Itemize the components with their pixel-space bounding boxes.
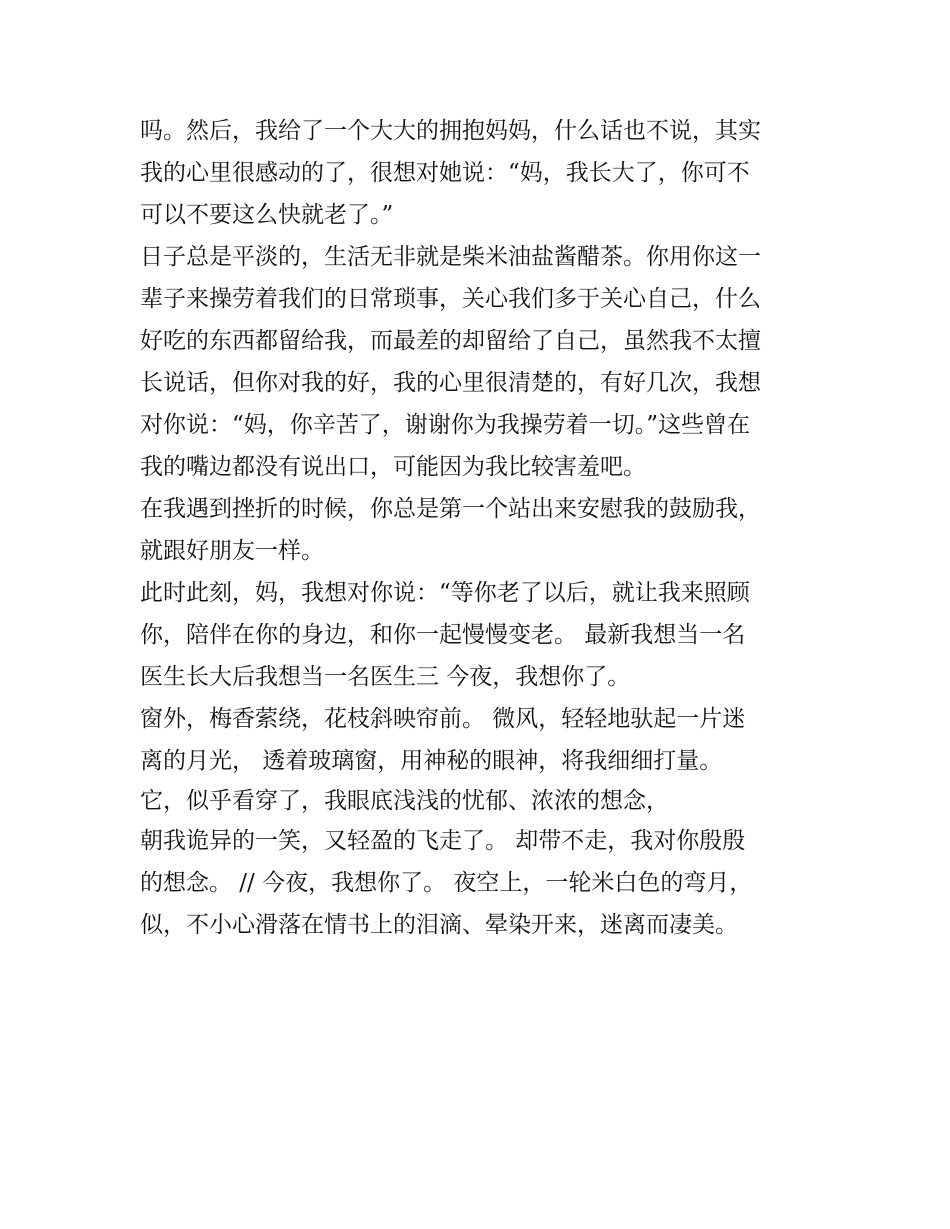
text-line: 你，陪伴在你的身边，和你一起慢慢变老。 最新我想当一名 bbox=[140, 622, 746, 648]
text-line: 长说话，但你对我的好，我的心里很清楚的，有好几次，我想 bbox=[140, 370, 761, 396]
text-line: 我的心里很感动的了，很想对她说：“妈，我长大了，你可不 bbox=[140, 160, 750, 186]
text-line: 似，不小心滑落在情书上的泪滴、晕染开来，迷离而凄美。 bbox=[140, 912, 738, 938]
document-body bbox=[140, 110, 820, 946]
text-line: 窗外，梅香萦绕，花枝斜映帘前。 微风，轻轻地驮起一片迷 bbox=[140, 706, 746, 732]
text-line: 它，似乎看穿了，我眼底浅浅的忧郁、浓浓的想念， bbox=[140, 788, 669, 814]
text-line: 的想念。 // 今夜，我想你了。 夜空上，一轮米白色的弯月， bbox=[140, 870, 753, 896]
text-line: 对你说：“妈，你辛苦了，谢谢你为我操劳着一切。”这些曾在 bbox=[140, 412, 751, 438]
text-line: 好吃的东西都留给我，而最差的却留给了自己，虽然我不太擅 bbox=[140, 328, 761, 354]
text-line: 辈子来操劳着我们的日常琐事，关心我们多于关心自己，什么 bbox=[140, 286, 761, 312]
text-line: 日子总是平淡的，生活无非就是柴米油盐酱醋茶。你用你这一 bbox=[140, 244, 761, 270]
text-line: 吗。然后，我给了一个大大的拥抱妈妈，什么话也不说，其实 bbox=[140, 118, 761, 144]
text-line: 此时此刻，妈，我想对你说：“等你老了以后，就让我来照顾 bbox=[140, 580, 750, 606]
text-line: 离的月光， 透着玻璃窗，用神秘的眼神，将我细细打量。 bbox=[140, 748, 723, 774]
text-line: 朝我诡异的一笑，又轻盈的飞走了。 却带不走，我对你殷殷 bbox=[140, 828, 746, 854]
text-line: 可以不要这么快就老了。” bbox=[140, 202, 394, 228]
text-line: 我的嘴边都没有说出口，可能因为我比较害羞吧。 bbox=[140, 454, 646, 480]
text-line: 就跟好朋友一样。 bbox=[140, 538, 324, 564]
text-line: 医生长大后我想当一名医生三 今夜，我想你了。 bbox=[140, 664, 631, 690]
text-line: 在我遇到挫折的时候，你总是第一个站出来安慰我的鼓励我， bbox=[140, 496, 761, 522]
